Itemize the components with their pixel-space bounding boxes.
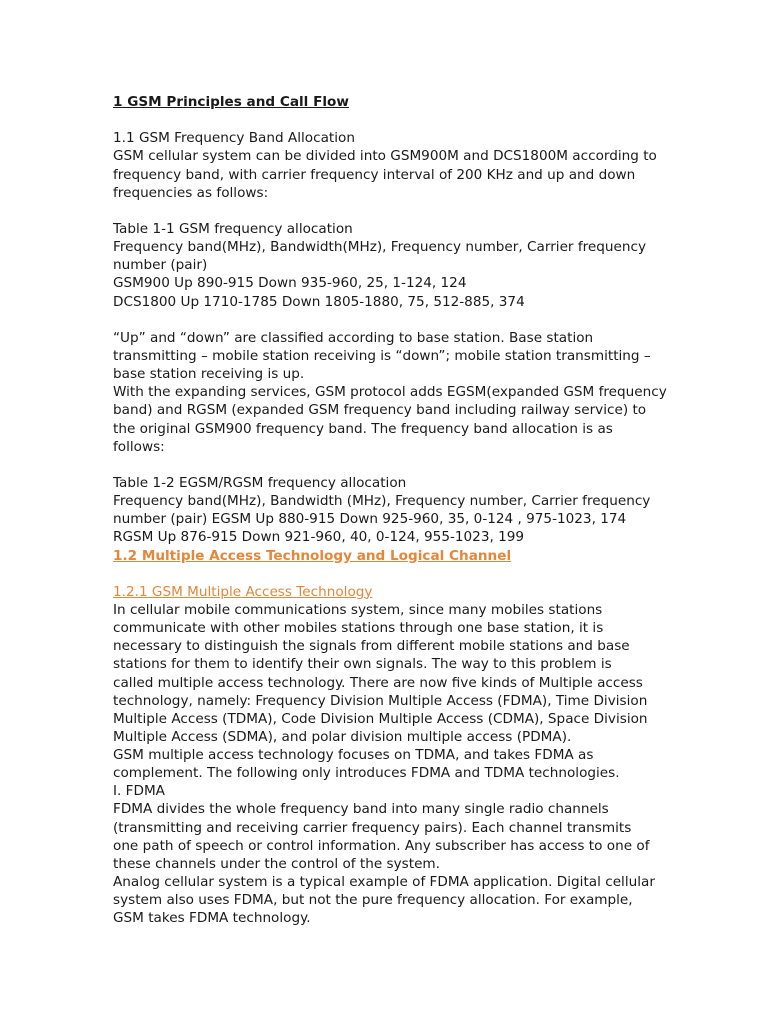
paragraph-line: stations for them to identify their own signals. The way to this problem is	[113, 656, 612, 673]
table-line: Frequency band(MHz), Bandwidth(MHz), Frequency number, Carrier frequency	[113, 239, 647, 256]
paragraph-line: complement. The following only introduces FDMA and TDMA technologies.	[113, 765, 620, 782]
paragraph-line: base station receiving is up.	[113, 366, 305, 383]
spacer	[113, 565, 658, 583]
document-body	[113, 93, 667, 927]
paragraph-line: frequency band, with carrier frequency interval of 200 KHz and up and down	[113, 166, 636, 183]
paragraph-line: these channels under the control of the system.	[113, 855, 440, 872]
document-title: 1 GSM Principles and Call Flow	[113, 94, 349, 110]
table-line: number (pair)	[113, 257, 208, 274]
paragraph-line: one path of speech or control information. Any subscriber has access to one of	[113, 837, 650, 854]
paragraph-line: transmitting – mobile station receiving is “down”; mobile station transmitting –	[113, 347, 651, 364]
paragraph-line: GSM multiple access technology focuses on TDMA, and takes FDMA as	[113, 747, 594, 764]
paragraph-line: In cellular mobile communications system, since many mobiles stations	[113, 601, 603, 618]
table-line: number (pair) EGSM Up 880-915 Down 925-960, 35, 0-124 , 975-1023, 174	[113, 511, 627, 528]
paragraph-line: the original GSM900 frequency band. The frequency band allocation is as	[113, 420, 613, 437]
paragraph-line: band) and RGSM (expanded GSM frequency band including railway service) to	[113, 402, 647, 419]
paragraph-line: Analog cellular system is a typical example of FDMA application. Digital cellular	[113, 874, 655, 891]
paragraph-line: Multiple Access (TDMA), Code Division Multiple Access (CDMA), Space Division	[113, 710, 648, 727]
paragraph-line: (transmitting and receiving carrier frequency pairs). Each channel transmits	[113, 819, 632, 836]
table-line: DCS1800 Up 1710-1785 Down 1805-1880, 75, 512-885, 374	[113, 293, 525, 310]
paragraph-line: system also uses FDMA, but not the pure frequency allocation. For example,	[113, 892, 633, 909]
paragraph-line: “Up” and “down” are classified according to base station. Base station	[113, 329, 594, 346]
paragraph-line: frequencies as follows:	[113, 184, 269, 201]
section-1-2-1-heading-link[interactable]: 1.2.1 GSM Multiple Access Technology	[113, 583, 373, 600]
paragraph-line: follows:	[113, 438, 165, 455]
paragraph-line: GSM cellular system can be divided into GSM900M and DCS1800M according to	[113, 148, 657, 165]
spacer	[113, 311, 658, 329]
table-line: RGSM Up 876-915 Down 921-960, 40, 0-124, 955-1023, 199	[113, 529, 525, 546]
section-1-1-heading: 1.1 GSM Frequency Band Allocation	[113, 130, 355, 147]
table-line: Frequency band(MHz), Bandwidth (MHz), Frequency number, Carrier frequency	[113, 493, 651, 510]
spacer	[113, 456, 658, 474]
paragraph-line: With the expanding services, GSM protocol adds EGSM(expanded GSM frequency	[113, 384, 667, 401]
table-1-1-caption: Table 1-1 GSM frequency allocation	[113, 220, 353, 237]
paragraph-line: GSM takes FDMA technology.	[113, 910, 311, 927]
subsection-fdma-label: I. FDMA	[113, 783, 165, 800]
spacer	[113, 202, 658, 220]
section-1-2-heading-link[interactable]: 1.2 Multiple Access Technology and Logical Channel	[113, 547, 512, 564]
table-line: GSM900 Up 890-915 Down 935-960, 25, 1-124, 124	[113, 275, 467, 292]
spacer	[113, 111, 658, 129]
table-1-2-caption: Table 1-2 EGSM/RGSM frequency allocation	[113, 474, 407, 491]
paragraph-line: communicate with other mobiles stations through one base station, it is	[113, 620, 604, 637]
paragraph-line: necessary to distinguish the signals from different mobile stations and base	[113, 638, 630, 655]
paragraph-line: called multiple access technology. There are now five kinds of Multiple access	[113, 674, 643, 691]
paragraph-line: technology, namely: Frequency Division Multiple Access (FDMA), Time Division	[113, 692, 648, 709]
paragraph-line: Multiple Access (SDMA), and polar division multiple access (PDMA).	[113, 728, 572, 745]
paragraph-line: FDMA divides the whole frequency band into many single radio channels	[113, 801, 609, 818]
